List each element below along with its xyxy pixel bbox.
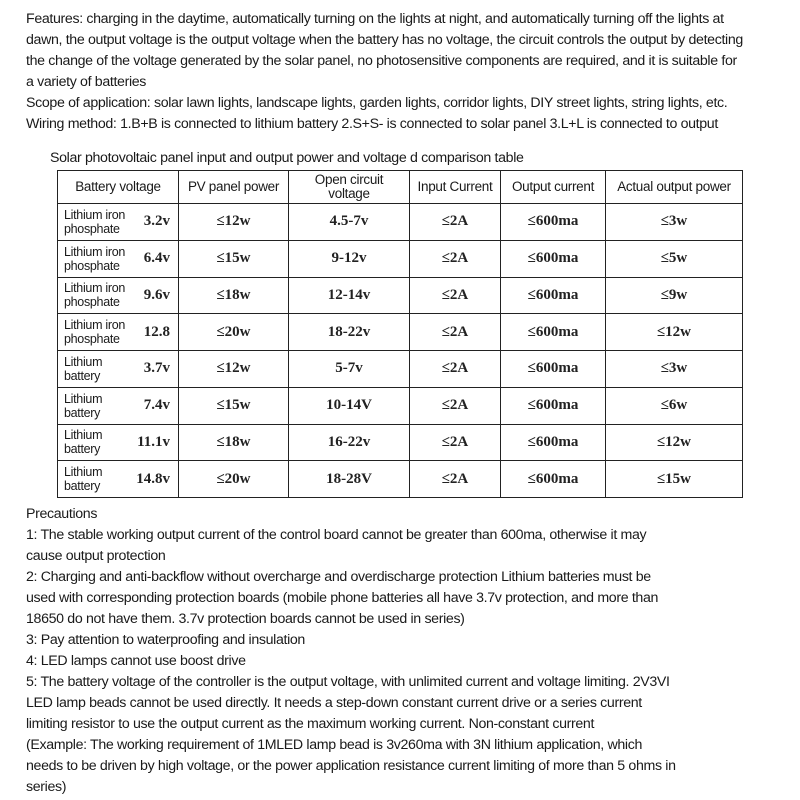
pv-power-cell: ≤15w xyxy=(179,240,289,277)
output-current-cell: ≤600ma xyxy=(501,314,606,351)
precaution-line: 18650 do not have them. 3.7v protection boards cannot be used in series) xyxy=(26,611,465,627)
header-cell: PV panel power xyxy=(179,171,289,204)
precaution-line: limiting resistor to use the output current as the maximum working current. Non-constant current xyxy=(26,716,595,732)
output-current-cell: ≤600ma xyxy=(501,461,606,498)
output-current-cell: ≤600ma xyxy=(501,424,606,461)
output-current-cell: ≤600ma xyxy=(501,240,606,277)
header-cell: Open circuit voltage xyxy=(289,171,410,204)
open-circuit-cell: 18-22v xyxy=(289,314,410,351)
header-cell: Output current xyxy=(501,171,606,204)
pv-power-cell: ≤18w xyxy=(179,424,289,461)
precaution-line: needs to be driven by high voltage, or the power application resistance current limiting of more than 5 ohms in xyxy=(26,758,676,774)
battery-voltage-value: 3.2v xyxy=(143,213,170,230)
header-cell: Actual output power xyxy=(606,171,743,204)
pv-power-cell: ≤18w xyxy=(179,277,289,314)
battery-voltage-value: 12.8 xyxy=(143,323,170,340)
table-caption: Solar photovoltaic panel input and output power and voltage d comparison table xyxy=(50,150,524,166)
battery-type: Lithium battery xyxy=(64,391,103,420)
battery-type: Lithium iron phosphate xyxy=(64,281,126,310)
output-power-cell: ≤5w xyxy=(606,240,743,277)
battery-voltage-cell xyxy=(58,240,179,277)
battery-voltage-cell xyxy=(58,461,179,498)
input-current-cell: ≤2A xyxy=(410,424,501,461)
battery-voltage-cell xyxy=(58,314,179,351)
output-power-cell: ≤3w xyxy=(606,351,743,388)
open-circuit-cell: 16-22v xyxy=(289,424,410,461)
open-circuit-cell: 9-12v xyxy=(289,240,410,277)
features-section xyxy=(26,9,786,135)
pv-power-cell: ≤20w xyxy=(179,461,289,498)
output-current-cell: ≤600ma xyxy=(501,204,606,241)
header-cell: Battery voltage xyxy=(58,171,179,204)
open-circuit-cell: 5-7v xyxy=(289,351,410,388)
precaution-line: series) xyxy=(26,779,67,795)
input-current-cell: ≤2A xyxy=(410,277,501,314)
battery-voltage-value: 7.4v xyxy=(143,397,170,414)
battery-type: Lithium iron phosphate xyxy=(64,244,126,273)
table-row xyxy=(58,314,743,351)
battery-type: Lithium battery xyxy=(64,465,103,494)
precaution-line: used with corresponding protection boards (mobile phone batteries all have 3.7v protection, and more than xyxy=(26,590,659,606)
features-line: Features: charging in the daytime, automatically turning on the lights at night, and automatically turning off the lights at xyxy=(26,11,724,27)
precaution-line: LED lamp beads cannot be used directly. It needs a step-down constant current drive or a series current xyxy=(26,695,642,711)
battery-type: Lithium battery xyxy=(64,354,103,383)
battery-type: Lithium battery xyxy=(64,428,103,457)
header-cell: Input Current xyxy=(410,171,501,204)
wiring-line: Wiring method: 1.B+B is connected to lithium battery 2.S+S- is connected to solar panel 3.L+L is connected to output xyxy=(26,116,718,132)
open-circuit-cell: 18-28V xyxy=(289,461,410,498)
features-line: a variety of batteries xyxy=(26,74,147,90)
battery-voltage-value: 14.8v xyxy=(136,470,170,487)
table-row xyxy=(58,240,743,277)
features-line: dawn, the output voltage is the output voltage when the battery has no voltage, the circuit controls the output by detecting xyxy=(26,32,743,48)
output-power-cell: ≤12w xyxy=(606,424,743,461)
output-current-cell: ≤600ma xyxy=(501,351,606,388)
table-header-row xyxy=(58,171,743,204)
battery-voltage-cell xyxy=(58,351,179,388)
open-circuit-cell: 12-14v xyxy=(289,277,410,314)
output-current-cell: ≤600ma xyxy=(501,387,606,424)
table-row xyxy=(58,204,743,241)
comparison-table xyxy=(57,170,743,498)
pv-power-cell: ≤12w xyxy=(179,204,289,241)
precaution-line: 2: Charging and anti-backflow without overcharge and overdischarge protection Lithium batteries must be xyxy=(26,569,651,585)
battery-voltage-cell xyxy=(58,204,179,241)
pv-power-cell: ≤12w xyxy=(179,351,289,388)
input-current-cell: ≤2A xyxy=(410,204,501,241)
input-current-cell: ≤2A xyxy=(410,240,501,277)
battery-voltage-value: 3.7v xyxy=(143,360,170,377)
open-circuit-cell: 4.5-7v xyxy=(289,204,410,241)
open-circuit-cell: 10-14V xyxy=(289,387,410,424)
precaution-line: (Example: The working requirement of 1MLED lamp bead is 3v260ma with 3N lithium application, which xyxy=(26,737,643,753)
precautions-section xyxy=(26,504,786,798)
input-current-cell: ≤2A xyxy=(410,351,501,388)
table-row xyxy=(58,424,743,461)
battery-type: Lithium iron phosphate xyxy=(64,207,126,236)
battery-type: Lithium iron phosphate xyxy=(64,318,126,347)
pv-power-cell: ≤20w xyxy=(179,314,289,351)
output-power-cell: ≤6w xyxy=(606,387,743,424)
battery-voltage-value: 11.1v xyxy=(137,433,170,450)
output-power-cell: ≤15w xyxy=(606,461,743,498)
output-current-cell: ≤600ma xyxy=(501,277,606,314)
battery-voltage-cell xyxy=(58,424,179,461)
features-line: the change of the voltage generated by the solar panel, no photosensitive components are required, and it is suitable for xyxy=(26,53,737,69)
table-row xyxy=(58,387,743,424)
output-power-cell: ≤9w xyxy=(606,277,743,314)
table-row xyxy=(58,277,743,314)
input-current-cell: ≤2A xyxy=(410,314,501,351)
battery-voltage-cell xyxy=(58,387,179,424)
precaution-line: cause output protection xyxy=(26,548,166,564)
input-current-cell: ≤2A xyxy=(410,461,501,498)
precaution-line: 3: Pay attention to waterproofing and insulation xyxy=(26,632,305,648)
table-row xyxy=(58,461,743,498)
battery-voltage-cell xyxy=(58,277,179,314)
input-current-cell: ≤2A xyxy=(410,387,501,424)
precautions-heading: Precautions xyxy=(26,506,98,522)
output-power-cell: ≤3w xyxy=(606,204,743,241)
battery-voltage-value: 9.6v xyxy=(143,286,170,303)
scope-line: Scope of application: solar lawn lights, landscape lights, garden lights, corridor lights, DIY street lights, string lights, etc. xyxy=(26,95,728,111)
precaution-line: 4: LED lamps cannot use boost drive xyxy=(26,653,246,669)
battery-voltage-value: 6.4v xyxy=(143,250,170,267)
precaution-line: 1: The stable working output current of the control board cannot be greater than 600ma, otherwise it may xyxy=(26,527,647,543)
precaution-line: 5: The battery voltage of the controller is the output voltage, with unlimited current and voltage limiting. 2V3VI xyxy=(26,674,670,690)
output-power-cell: ≤12w xyxy=(606,314,743,351)
pv-power-cell: ≤15w xyxy=(179,387,289,424)
table-row xyxy=(58,351,743,388)
